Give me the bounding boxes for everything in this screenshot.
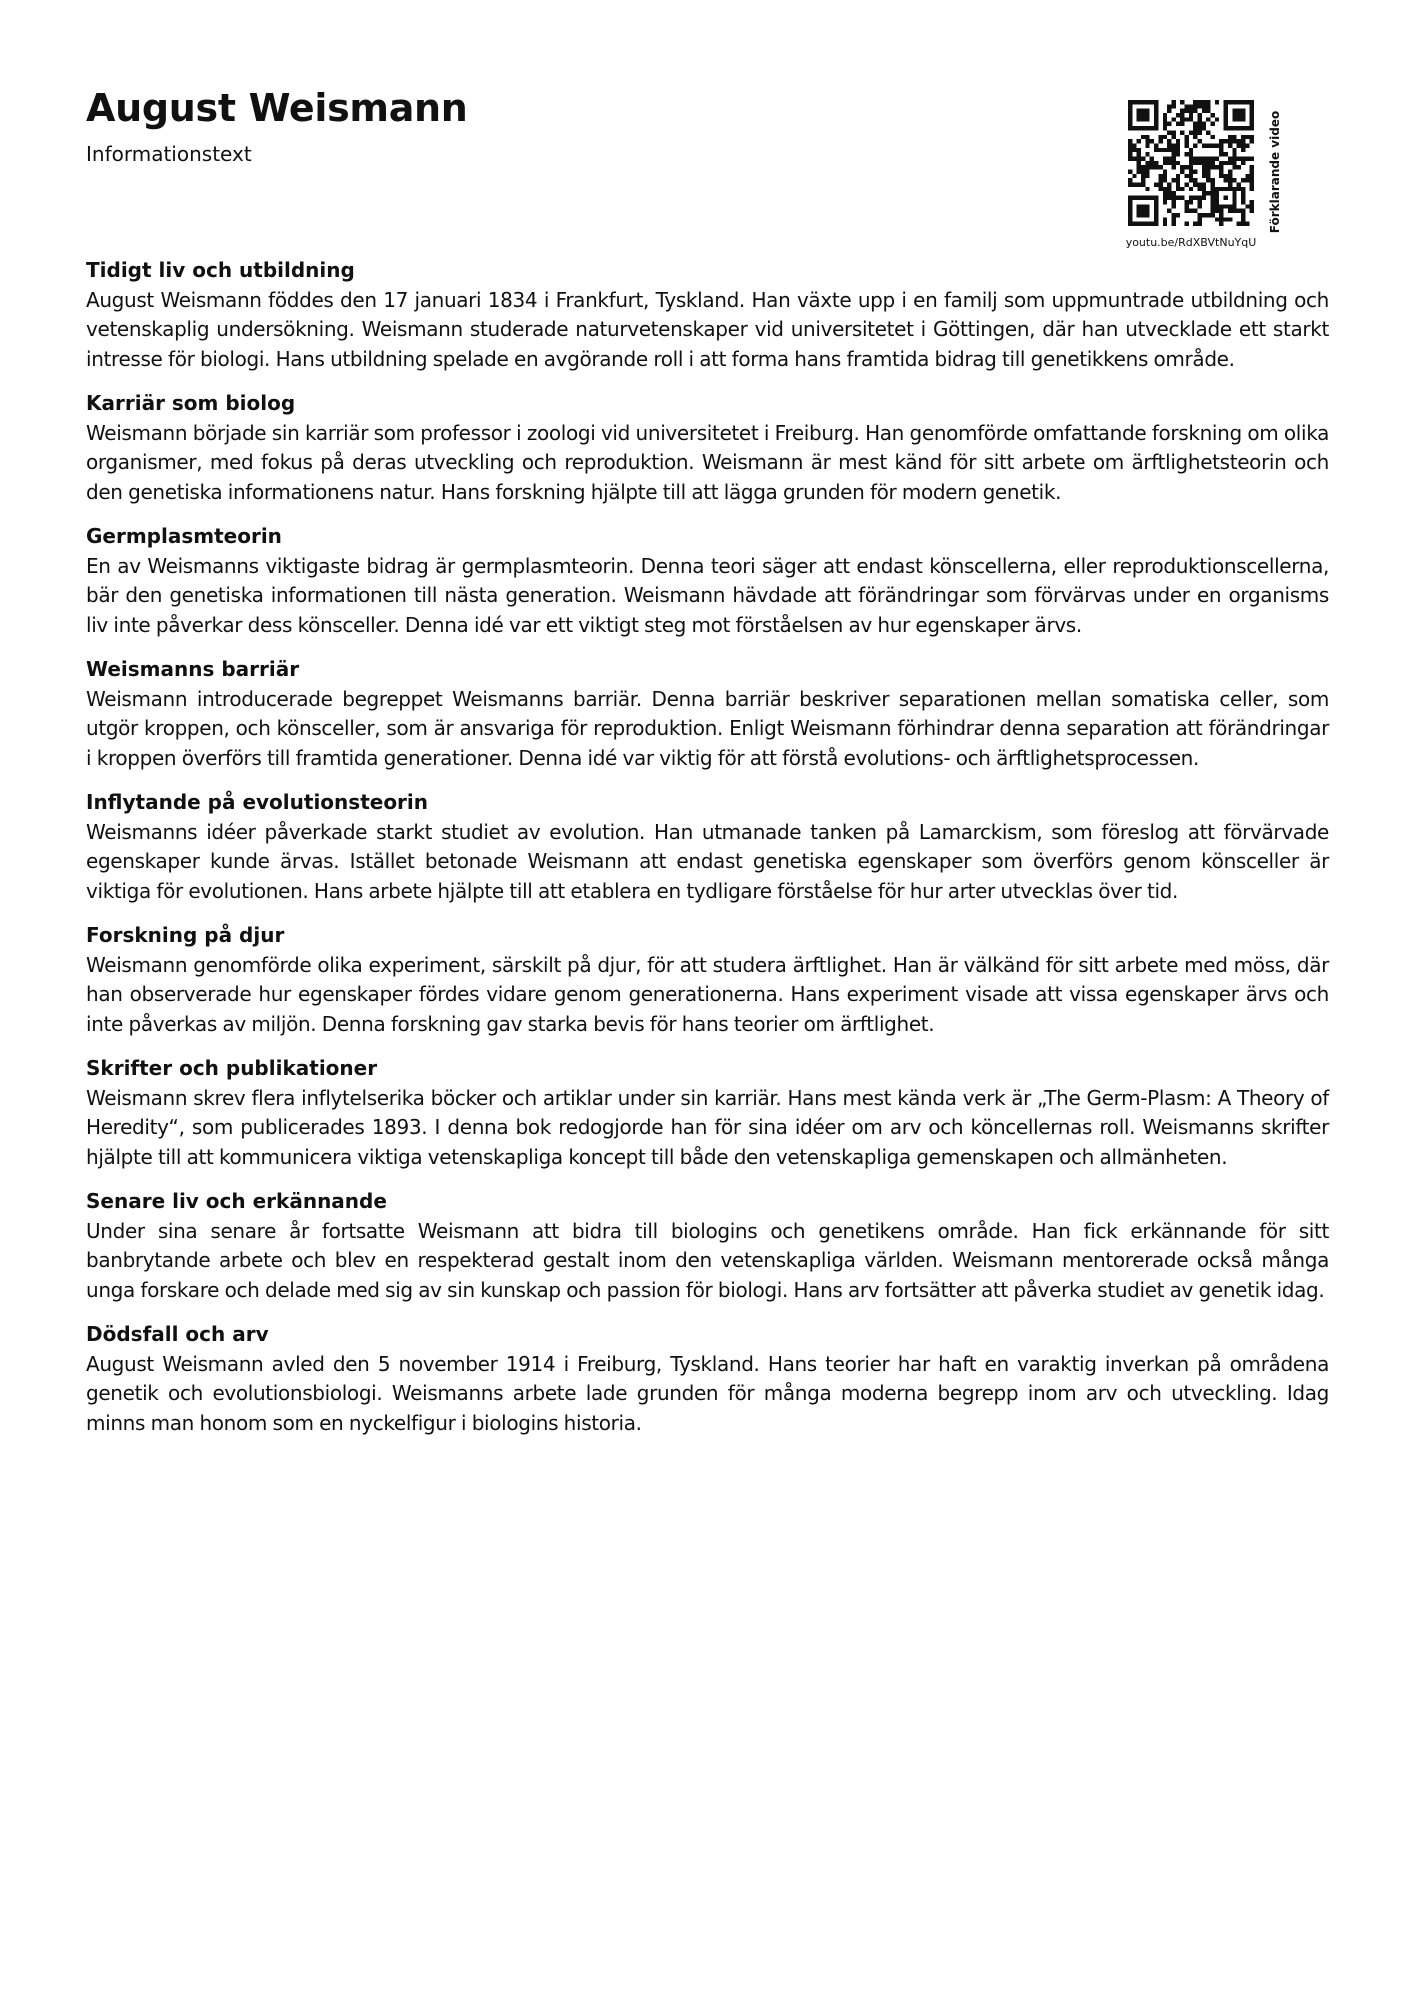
section-text: Weismanns idéer påverkade starkt studiet av evolution. Han utmanade tanken på Lamarckism, som föreslog att förvärvade egenskaper kunde ärvas. Istället betonade Weismann att endast genetiska egenskaper som överförs genom könsceller är viktiga för evolutionen. Hans arbete hjälpte till att etablera en tydligare förståelse för hur arter utvecklas över tid. [86,819,1329,903]
section-career [86,389,1329,507]
section-text: Weismann genomförde olika experiment, särskilt på djur, för att studera ärftlighet. Han är välkänd för sitt arbete med möss, där han observerade hur egenskaper fördes vidare genom generationerna. Hans experiment visade att vissa egenskaper ärvs och inte påverkas av miljön. Denna forskning gav starka bevis för hans teorier om ärftlighet. [86,952,1329,1036]
section-heading: Weismanns barriär [86,657,300,681]
section-heading: Skrifter och publikationer [86,1056,378,1080]
section-text: En av Weismanns viktigaste bidrag är germplasmteorin. Denna teori säger att endast könscellerna, eller reproduktionscellerna, bär den genetiska informationen till nästa generation. Weismann hävdade att förändringar som förvärvas under en organisms liv inte påverkar dess könsceller. Denna idé var ett viktigt steg mot förståelsen av hur egenskaper ärvs. [86,553,1329,637]
section-text: August Weismann avled den 5 november 1914 i Freiburg, Tyskland. Hans teorier har haft en varaktig inverkan på områdena genetik och evolutionsbiologi. Weismanns arbete lade grunden för många moderna begrepp inom arv och utveckling. Idag minns man honom som en nyckelfigur i biologins historia. [86,1351,1329,1435]
section-heading: Dödsfall och arv [86,1322,269,1346]
section-text: Weismann skrev flera inflytelserika böcker och artiklar under sin karriär. Hans mest kända verk är „The Germ-Plasm: A Theory of Heredity“, som publicerades 1893. I denna bok redogjorde han för sina idéer om arv och köncellernas roll. Weismanns skrifter hjälpte till att kommunicera viktiga vetenskapliga koncept till både den vetenskapliga gemenskapen och allmänheten. [86,1085,1329,1169]
page-subtitle: Informationstext [86,142,252,166]
qr-side-label-text: Förklarande video [1268,110,1282,234]
section-heading: Germplasmteorin [86,524,282,548]
section-heading: Forskning på djur [86,923,285,947]
section-evolution-influence [86,788,1329,906]
section-heading: Tidigt liv och utbildning [86,258,355,282]
section-heading: Senare liv och erkännande [86,1189,387,1213]
section-text: Under sina senare år fortsatte Weismann att bidra till biologins och genetikens område. Han fick erkännande för sitt banbrytande arbete och blev en respekterad gestalt inom den vetenskapliga världen. Weismann mentorerade också många unga forskare och delade med sig av sin kunskap och passion för biologi. Hans arv fortsätter att påverka studiet av genetik idag. [86,1218,1329,1302]
section-animal-research [86,921,1329,1039]
section-publications [86,1054,1329,1172]
qr-side-label [1264,110,1286,234]
page-title: August Weismann [86,86,468,130]
section-text: Weismann introducerade begreppet Weismanns barriär. Denna barriär beskriver separationen mellan somatiska celler, som utgör kroppen, och könsceller, som är ansvariga för reproduktion. Enligt Weismann förhindrar denna separation att förändringar i kroppen överförs till framtida generationer. Denna idé var viktig för att förstå evolutions- och ärftlighetsprocessen. [86,686,1329,770]
section-death-legacy [86,1320,1329,1438]
section-text: August Weismann föddes den 17 januari 1834 i Frankfurt, Tyskland. Han växte upp i en familj som uppmuntrade utbildning och vetenskaplig undersökning. Weismann studerade naturvetenskaper vid universitetet i Göttingen, där han utvecklade ett starkt intresse för biologi. Hans utbildning spelade en avgörande roll i att forma hans framtida bidrag till genetikkens område. [86,287,1329,371]
section-heading: Karriär som biolog [86,391,296,415]
section-text: Weismann började sin karriär som professor i zoologi vid universitetet i Freiburg. Han genomförde omfattande forskning om olika organismer, med fokus på deras utveckling och reproduktion. Weismann är mest känd för sitt arbete om ärftlighetsteorin och den genetiska informationens natur. Hans forskning hjälpte till att lägga grunden för modern genetik. [86,420,1329,504]
section-heading: Inflytande på evolutionsteorin [86,790,429,814]
section-weismann-barrier [86,655,1329,773]
qr-code-icon[interactable] [1128,100,1254,226]
qr-url[interactable]: youtu.be/RdXBVtNuYqU [1125,236,1257,249]
section-germplasm-theory [86,522,1329,640]
section-later-life [86,1187,1329,1305]
document-body [86,256,1329,1453]
section-early-life [86,256,1329,374]
